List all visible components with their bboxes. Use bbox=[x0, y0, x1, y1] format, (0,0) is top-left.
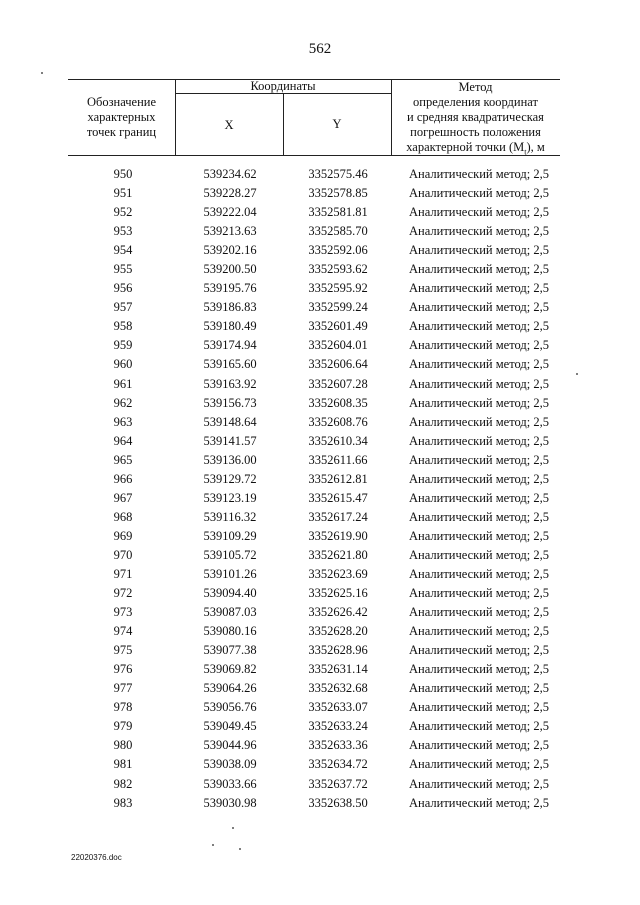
header-method-line-4: погрешность положения bbox=[410, 125, 541, 139]
method-cell: Аналитический метод; 2,5 bbox=[409, 566, 549, 581]
coord-y: 3352581.81 bbox=[308, 205, 368, 220]
method-cell: Аналитический метод; 2,5 bbox=[409, 681, 549, 696]
point-number: 963 bbox=[113, 414, 133, 429]
header-method-subscript: t bbox=[524, 147, 527, 157]
method-cell: Аналитический метод; 2,5 bbox=[409, 433, 549, 448]
point-number: 983 bbox=[113, 795, 133, 810]
header-method bbox=[391, 80, 560, 160]
header-method-line-5 bbox=[391, 140, 560, 160]
table-row bbox=[68, 298, 560, 317]
header-method-line-1: Метод bbox=[458, 80, 493, 94]
coord-y: 3352625.16 bbox=[308, 586, 368, 601]
coord-y: 3352634.72 bbox=[308, 757, 368, 772]
method-cell: Аналитический метод; 2,5 bbox=[409, 776, 549, 791]
method-cell: Аналитический метод; 2,5 bbox=[409, 414, 549, 429]
coord-y: 3352633.24 bbox=[308, 719, 368, 734]
table-row bbox=[68, 279, 560, 298]
method-cell: Аналитический метод; 2,5 bbox=[409, 243, 549, 258]
point-number: 981 bbox=[113, 757, 133, 772]
header-method-line-5a: характерной точки (M bbox=[406, 140, 525, 154]
table-row bbox=[68, 413, 560, 432]
method-cell: Аналитический метод; 2,5 bbox=[409, 167, 549, 181]
coord-y: 3352592.06 bbox=[308, 243, 368, 258]
coord-y: 3352607.28 bbox=[308, 376, 368, 391]
header-point-line-3: точек границ bbox=[86, 125, 157, 139]
point-number: 966 bbox=[113, 471, 133, 486]
point-number: 956 bbox=[113, 281, 133, 296]
method-cell: Аналитический метод; 2,5 bbox=[409, 586, 549, 601]
coord-y: 3352619.90 bbox=[308, 528, 368, 543]
method-cell: Аналитический метод; 2,5 bbox=[409, 528, 549, 543]
point-number: 951 bbox=[113, 186, 133, 201]
coord-x: 539202.16 bbox=[203, 243, 257, 258]
table-row bbox=[68, 355, 560, 374]
coord-y: 3352633.36 bbox=[308, 738, 368, 753]
coord-x: 539163.92 bbox=[203, 376, 257, 391]
coord-y: 3352638.50 bbox=[308, 795, 368, 810]
point-number: 975 bbox=[113, 643, 133, 658]
table-row bbox=[68, 660, 560, 679]
coord-x: 539056.76 bbox=[203, 700, 257, 715]
coord-x: 539064.26 bbox=[203, 681, 257, 696]
point-number: 960 bbox=[113, 357, 133, 372]
method-cell: Аналитический метод; 2,5 bbox=[409, 643, 549, 658]
header-point-line-2: характерных bbox=[87, 110, 156, 124]
method-cell: Аналитический метод; 2,5 bbox=[409, 357, 549, 372]
coord-y: 3352599.24 bbox=[308, 300, 368, 315]
coord-y: 3352623.69 bbox=[308, 566, 368, 581]
method-cell: Аналитический метод; 2,5 bbox=[409, 471, 549, 486]
scan-speck bbox=[41, 72, 43, 74]
coord-x: 539174.94 bbox=[203, 338, 257, 353]
table-row bbox=[68, 451, 560, 470]
coord-x: 539195.76 bbox=[203, 281, 257, 296]
table-row bbox=[68, 641, 560, 660]
coord-x: 539234.62 bbox=[203, 167, 257, 181]
coord-y: 3352628.96 bbox=[308, 643, 368, 658]
coord-y: 3352585.70 bbox=[308, 224, 368, 239]
point-number: 957 bbox=[113, 300, 133, 315]
scan-speck bbox=[232, 827, 234, 829]
point-number: 973 bbox=[113, 605, 133, 620]
header-method-line-5b: ), м bbox=[526, 140, 545, 154]
method-cell: Аналитический метод; 2,5 bbox=[409, 452, 549, 467]
coord-x: 539165.60 bbox=[203, 357, 257, 372]
header-y: Y bbox=[332, 117, 342, 131]
header-method-line-3: и средняя квадратическая bbox=[407, 110, 544, 124]
method-cell: Аналитический метод; 2,5 bbox=[409, 319, 549, 334]
table-header bbox=[68, 79, 560, 156]
table-row bbox=[68, 241, 560, 260]
coord-y: 3352606.64 bbox=[308, 357, 368, 372]
coord-y: 3352628.20 bbox=[308, 624, 368, 639]
coord-x: 539148.64 bbox=[203, 414, 257, 429]
coord-x: 539109.29 bbox=[203, 528, 257, 543]
coord-x: 539213.63 bbox=[203, 224, 257, 239]
table-row bbox=[68, 165, 560, 184]
coord-y: 3352633.07 bbox=[308, 700, 368, 715]
point-number: 970 bbox=[113, 547, 133, 562]
coord-y: 3352601.49 bbox=[308, 319, 368, 334]
coord-x: 539136.00 bbox=[203, 452, 257, 467]
table-row bbox=[68, 679, 560, 698]
table-row bbox=[68, 622, 560, 641]
coord-x: 539105.72 bbox=[203, 547, 257, 562]
method-cell: Аналитический метод; 2,5 bbox=[409, 738, 549, 753]
method-cell: Аналитический метод; 2,5 bbox=[409, 509, 549, 524]
coord-x: 539123.19 bbox=[203, 490, 257, 505]
coord-y: 3352575.46 bbox=[308, 167, 368, 181]
coord-y: 3352611.66 bbox=[308, 452, 368, 467]
method-cell: Аналитический метод; 2,5 bbox=[409, 700, 549, 715]
table-row bbox=[68, 336, 560, 355]
table-row bbox=[68, 508, 560, 527]
coord-x: 539077.38 bbox=[203, 643, 257, 658]
coord-y: 3352615.47 bbox=[308, 490, 368, 505]
coord-x: 539033.66 bbox=[203, 776, 257, 791]
table-row bbox=[68, 222, 560, 241]
coord-x: 539141.57 bbox=[203, 433, 257, 448]
table-row bbox=[68, 260, 560, 279]
coord-x: 539030.98 bbox=[203, 795, 257, 810]
coord-x: 539044.96 bbox=[203, 738, 257, 753]
coord-x: 539200.50 bbox=[203, 262, 257, 277]
coord-x: 539101.26 bbox=[203, 566, 257, 581]
coord-x: 539080.16 bbox=[203, 624, 257, 639]
table-row bbox=[68, 432, 560, 451]
table-row bbox=[68, 717, 560, 736]
coord-y: 3352608.76 bbox=[308, 414, 368, 429]
coord-y: 3352578.85 bbox=[308, 186, 368, 201]
coord-y: 3352608.35 bbox=[308, 395, 368, 410]
header-method-line-2: определения координат bbox=[413, 95, 538, 109]
coord-x: 539180.49 bbox=[203, 319, 257, 334]
method-cell: Аналитический метод; 2,5 bbox=[409, 757, 549, 772]
table-row bbox=[68, 470, 560, 489]
method-cell: Аналитический метод; 2,5 bbox=[409, 376, 549, 391]
point-number: 967 bbox=[113, 490, 133, 505]
point-number: 954 bbox=[113, 243, 133, 258]
coord-x: 539094.40 bbox=[203, 586, 257, 601]
point-number: 969 bbox=[113, 528, 133, 543]
point-number: 955 bbox=[113, 262, 133, 277]
coord-y: 3352595.92 bbox=[308, 281, 368, 296]
point-number: 979 bbox=[113, 719, 133, 734]
table-row bbox=[68, 375, 560, 394]
coord-y: 3352593.62 bbox=[308, 262, 368, 277]
table-row bbox=[68, 775, 560, 794]
coord-y: 3352626.42 bbox=[308, 605, 368, 620]
point-number: 962 bbox=[113, 395, 133, 410]
point-number: 977 bbox=[113, 681, 133, 696]
scan-speck bbox=[212, 844, 214, 846]
table-row bbox=[68, 184, 560, 203]
table-row bbox=[68, 317, 560, 336]
point-number: 968 bbox=[113, 509, 133, 524]
method-cell: Аналитический метод; 2,5 bbox=[409, 300, 549, 315]
point-number: 958 bbox=[113, 319, 133, 334]
point-number: 982 bbox=[113, 776, 133, 791]
table-row bbox=[68, 698, 560, 717]
coord-y: 3352637.72 bbox=[308, 776, 368, 791]
method-cell: Аналитический метод; 2,5 bbox=[409, 547, 549, 562]
coord-x: 539116.32 bbox=[203, 509, 257, 524]
method-cell: Аналитический метод; 2,5 bbox=[409, 490, 549, 505]
header-x: X bbox=[224, 118, 234, 132]
method-cell: Аналитический метод; 2,5 bbox=[409, 205, 549, 220]
footer-filename: 22020376.doc bbox=[71, 853, 122, 862]
coord-x: 539069.82 bbox=[203, 662, 257, 677]
coord-y: 3352610.34 bbox=[308, 433, 368, 448]
table-row bbox=[68, 736, 560, 755]
header-point-designation bbox=[68, 95, 175, 140]
coord-x: 539038.09 bbox=[203, 757, 257, 772]
method-cell: Аналитический метод; 2,5 bbox=[409, 795, 549, 810]
coord-x: 539222.04 bbox=[203, 205, 257, 220]
point-number: 964 bbox=[113, 433, 133, 448]
table-row bbox=[68, 565, 560, 584]
table-row bbox=[68, 755, 560, 774]
method-cell: Аналитический метод; 2,5 bbox=[409, 624, 549, 639]
coord-x: 539186.83 bbox=[203, 300, 257, 315]
coord-x: 539156.73 bbox=[203, 395, 257, 410]
table-row bbox=[68, 794, 560, 813]
coord-y: 3352617.24 bbox=[308, 509, 368, 524]
point-number: 961 bbox=[113, 376, 133, 391]
method-cell: Аналитический метод; 2,5 bbox=[409, 224, 549, 239]
point-number: 972 bbox=[113, 586, 133, 601]
coord-x: 539049.45 bbox=[203, 719, 257, 734]
header-coordinates: Координаты bbox=[250, 79, 316, 93]
coord-x: 539228.27 bbox=[203, 186, 257, 201]
method-cell: Аналитический метод; 2,5 bbox=[409, 186, 549, 201]
method-cell: Аналитический метод; 2,5 bbox=[409, 719, 549, 734]
coord-y: 3352621.80 bbox=[308, 547, 368, 562]
point-number: 974 bbox=[113, 624, 133, 639]
coord-x: 539129.72 bbox=[203, 471, 257, 486]
table-row bbox=[68, 489, 560, 508]
point-number: 980 bbox=[113, 738, 133, 753]
point-number: 959 bbox=[113, 338, 133, 353]
table-row bbox=[68, 603, 560, 622]
table-row bbox=[68, 546, 560, 565]
method-cell: Аналитический метод; 2,5 bbox=[409, 262, 549, 277]
scan-speck bbox=[239, 848, 241, 850]
table-row bbox=[68, 584, 560, 603]
method-cell: Аналитический метод; 2,5 bbox=[409, 395, 549, 410]
point-number: 952 bbox=[113, 205, 133, 220]
table-row bbox=[68, 394, 560, 413]
point-number: 953 bbox=[113, 224, 133, 239]
table-row bbox=[68, 527, 560, 546]
coord-y: 3352612.81 bbox=[308, 471, 368, 486]
page-number: 562 bbox=[308, 41, 332, 57]
scan-speck bbox=[576, 373, 578, 375]
point-number: 965 bbox=[113, 452, 133, 467]
coord-x: 539087.03 bbox=[203, 605, 257, 620]
header-point-line-1: Обозначение bbox=[86, 95, 157, 109]
method-cell: Аналитический метод; 2,5 bbox=[409, 662, 549, 677]
method-cell: Аналитический метод; 2,5 bbox=[409, 605, 549, 620]
table-body bbox=[68, 165, 560, 813]
method-cell: Аналитический метод; 2,5 bbox=[409, 338, 549, 353]
coord-y: 3352604.01 bbox=[308, 338, 368, 353]
coord-y: 3352632.68 bbox=[308, 681, 368, 696]
point-number: 976 bbox=[113, 662, 133, 677]
point-number: 971 bbox=[113, 566, 133, 581]
method-cell: Аналитический метод; 2,5 bbox=[409, 281, 549, 296]
table-row bbox=[68, 203, 560, 222]
point-number: 950 bbox=[113, 167, 133, 181]
coord-y: 3352631.14 bbox=[308, 662, 368, 677]
point-number: 978 bbox=[113, 700, 133, 715]
